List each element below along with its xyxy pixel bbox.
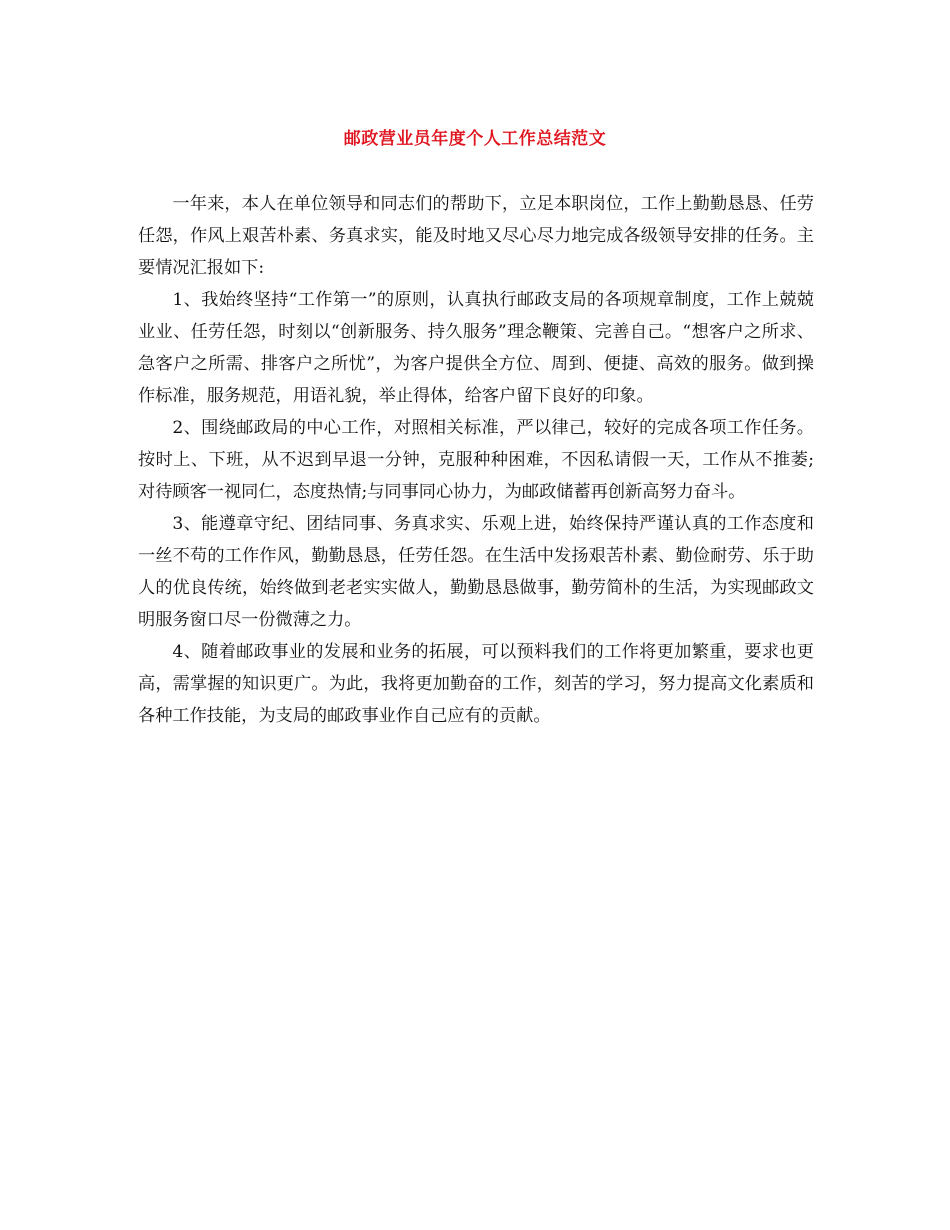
paragraph-1: 1、我始终坚持“工作第一”的原则，认真执行邮政支局的各项规章制度，工作上兢兢业业、任劳任怨，时刻以“创新服务、持久服务”理念鞭策、完善自己。“想客户之所求、急客户之所需、排客户之所忧”，为客户提供全方位、周到、便捷、高效的服务。做到操作标准，服务规范，用语礼貌，举止得体，给客户留下良好的印象。 (138, 290, 814, 406)
paragraph-intro: 一年来，本人在单位领导和同志们的帮助下，立足本职岗位，工作上勤勤恳恳、任劳任怨，作风上艰苦朴素、务真求实，能及时地又尽心尽力地完成各级领导安排的任务。主要情况汇报如下: (138, 194, 814, 278)
paragraph-2: 2、围绕邮政局的中心工作，对照相关标准，严以律己，较好的完成各项工作任务。按时上、下班，从不迟到早退一分钟，克服种种困难，不因私请假一天，工作从不推萎;对待顾客一视同仁，态度热情;与同事同心协力，为邮政储蓄再创新高努力奋斗。 (138, 418, 814, 502)
document-title: 邮政营业员年度个人工作总结范文 (343, 129, 607, 149)
document-body (138, 188, 814, 732)
paragraph-4: 4、随着邮政事业的发展和业务的拓展，可以预料我们的工作将更加繁重，要求也更高，需掌握的知识更广。为此，我将更加勤奋的工作，刻苦的学习，努力提高文化素质和各种工作技能，为支局的邮政事业作自己应有的贡献。 (138, 642, 814, 726)
paragraph-3: 3、能遵章守纪、团结同事、务真求实、乐观上进，始终保持严谨认真的工作态度和一丝不苟的工作作风，勤勤恳恳，任劳任怨。在生活中发扬艰苦朴素、勤俭耐劳、乐于助人的优良传统，始终做到老老实实做人，勤勤恳恳做事，勤劳简朴的生活，为实现邮政文明服务窗口尽一份微薄之力。 (138, 514, 814, 630)
